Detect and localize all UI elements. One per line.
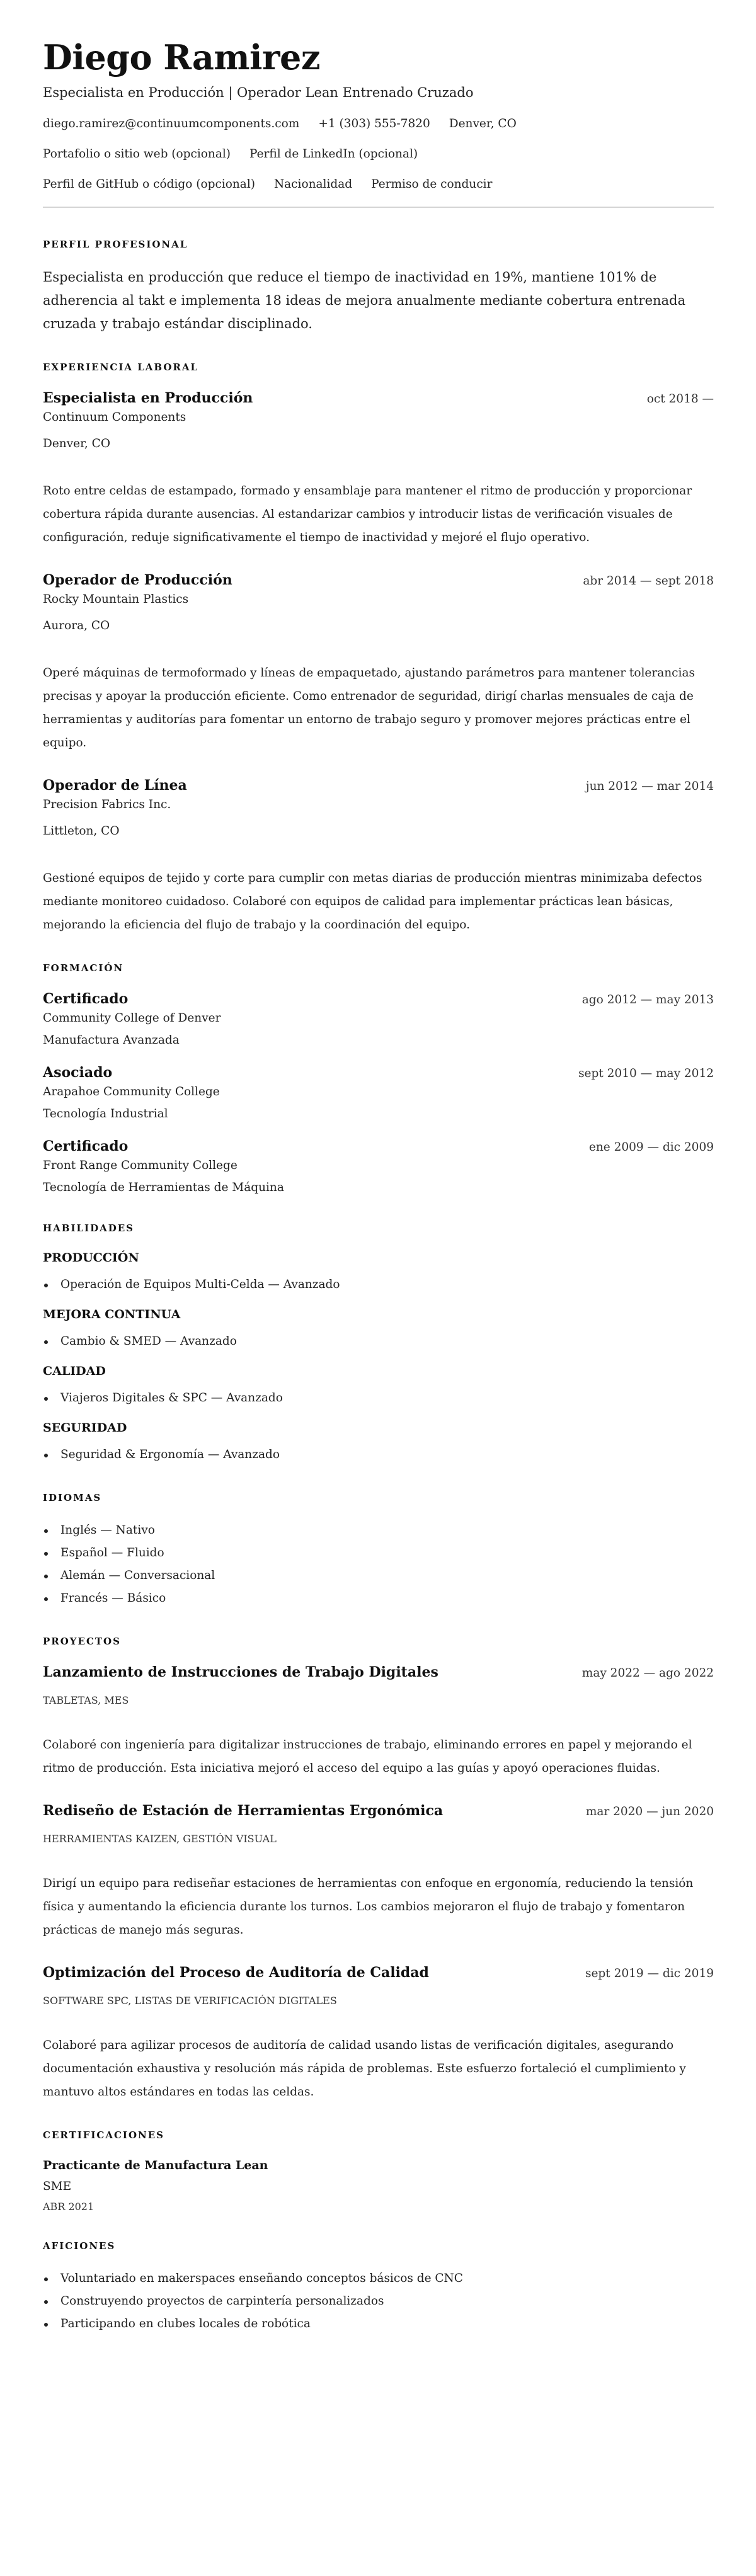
project-item (43, 1663, 714, 1780)
project-item-header (43, 1963, 714, 1982)
skill-category: CALIDAD (43, 1364, 106, 1378)
section-title-skills: HABILIDADES (43, 1222, 134, 1234)
section-experience (43, 361, 714, 937)
project-dates: may 2022 — ago 2022 (581, 1667, 714, 1680)
section-hobbies (43, 2240, 714, 2335)
experience-item (43, 571, 714, 755)
section-projects (43, 1635, 714, 2104)
education-item-header (43, 989, 714, 1008)
location-text: Denver, CO (449, 117, 517, 130)
section-title-languages: IDIOMAS (43, 1492, 102, 1503)
portfolio-link[interactable]: Portafolio o sitio web (opcional) (43, 147, 231, 161)
contact-row-links (43, 146, 714, 162)
school-name: Arapahoe Community College (43, 1085, 220, 1098)
education-item (43, 1137, 714, 1197)
school-name: Community College of Denver (43, 1012, 221, 1025)
skill-group (43, 1420, 714, 1466)
resume-header (43, 37, 714, 193)
job-dates: abr 2014 — sept 2018 (583, 574, 714, 588)
field-of-study: Manufactura Avanzada (43, 1034, 180, 1047)
section-education (43, 962, 714, 1197)
job-title: Operador de Producción (43, 572, 232, 588)
field-of-study: Tecnología Industrial (43, 1107, 168, 1120)
job-dates: jun 2012 — mar 2014 (585, 780, 714, 793)
nationality-text: Nacionalidad (273, 178, 353, 191)
skill-group (43, 1363, 714, 1410)
education-item (43, 1063, 714, 1123)
experience-item (43, 389, 714, 549)
section-skills (43, 1222, 714, 1466)
job-location: Aurora, CO (43, 619, 110, 632)
section-certifications (43, 2129, 714, 2214)
drivers-license-text: Permiso de conducir (371, 178, 493, 191)
project-name: Rediseño de Estación de Herramientas Ergonómica (43, 1803, 444, 1819)
contact-row-primary (43, 116, 714, 132)
candidate-headline: Especialista en Producción | Operador Lean Entrenado Cruzado (43, 85, 474, 100)
section-title-education: FORMACIÓN (43, 962, 124, 974)
section-title-projects: PROYECTOS (43, 1636, 121, 1647)
project-dates: sept 2019 — dic 2019 (585, 1967, 714, 1980)
certification-name: Practicante de Manufactura Lean (43, 2158, 268, 2172)
school-name: Front Range Community College (43, 1159, 238, 1172)
experience-item-header (43, 571, 714, 590)
hobby-item: Construyendo proyectos de carpintería personalizados (43, 2290, 714, 2313)
skill-list (43, 1330, 714, 1353)
skill-list (43, 1444, 714, 1466)
contact-row-extra (43, 176, 714, 193)
project-item-header (43, 1663, 714, 1682)
header-divider (43, 207, 714, 208)
job-dates: oct 2018 — (646, 392, 714, 406)
project-name: Lanzamiento de Instrucciones de Trabajo Digitales (43, 1664, 438, 1680)
education-dates: ago 2012 — may 2013 (581, 993, 714, 1006)
skill-item: Operación de Equipos Multi-Celda — Avanzado (43, 1274, 714, 1296)
certification-issuer: SME (43, 2180, 72, 2193)
degree-name: Certificado (43, 1138, 129, 1154)
project-name: Optimización del Proceso de Auditoría de Calidad (43, 1964, 429, 1981)
skill-list (43, 1274, 714, 1296)
summary-text: Especialista en producción que reduce el tiempo de inactividad en 19%, mantiene 101% de adherencia al takt e implementa 18 ideas de mejora anualmente mediante cobertura entrenada cruzada y trabajo estándar disciplinado. (43, 270, 686, 331)
skill-group (43, 1250, 714, 1296)
project-description: Colaboré para agilizar procesos de auditoría de calidad usando listas de verificación digitales, asegurando documentación exhaustiva y resolución más rápida de problemas. Este esfuerzo fortaleció el cumplimiento y mantuvo altos estándares en todas las celdas. (43, 2039, 686, 2099)
skill-group (43, 1306, 714, 1353)
job-description: Gestioné equipos de tejido y corte para cumplir con metas diarias de producción mientras minimizaba defectos mediante monitoreo cuidadoso. Colaboré con equipos de calidad para implementar prácticas lean básicas, mejorando la eficiencia del flujo de trabajo y la coordinación del equipo. (43, 872, 702, 932)
job-description: Roto entre celdas de estampado, formado y ensamblaje para mantener el ritmo de producción y proporcionar cobertura rápida durante ausencias. Al estandarizar cambios y introducir listas de verificación visuales de configuración, reduje significativamente el tiempo de inactividad y mejoré el flujo operativo. (43, 484, 692, 544)
job-location: Denver, CO (43, 437, 110, 450)
education-item-header (43, 1063, 714, 1082)
experience-item (43, 776, 714, 937)
experience-item-header (43, 776, 714, 795)
skill-item: Cambio & SMED — Avanzado (43, 1330, 714, 1353)
project-tech: HERRAMIENTAS KAIZEN, GESTIÓN VISUAL (43, 1833, 277, 1845)
hobby-item: Voluntariado en makerspaces enseñando conceptos básicos de CNC (43, 2267, 714, 2290)
project-tech: SOFTWARE SPC, LISTAS DE VERIFICACIÓN DIGITALES (43, 1995, 337, 2007)
skill-category: SEGURIDAD (43, 1421, 127, 1435)
language-item: Alemán — Conversacional (43, 1564, 714, 1587)
job-title: Especialista en Producción (43, 390, 253, 406)
company-name: Precision Fabrics Inc. (43, 798, 171, 811)
company-name: Continuum Components (43, 411, 186, 424)
section-title-experience: EXPERIENCIA LABORAL (43, 362, 199, 373)
degree-name: Asociado (43, 1064, 113, 1081)
education-dates: sept 2010 — may 2012 (578, 1067, 714, 1080)
job-title: Operador de Línea (43, 777, 187, 794)
project-item-header (43, 1801, 714, 1820)
section-summary (43, 238, 714, 336)
contact-info (43, 116, 714, 193)
language-item: Español — Fluido (43, 1542, 714, 1564)
linkedin-link[interactable]: Perfil de LinkedIn (opcional) (249, 147, 418, 161)
language-list (43, 1519, 714, 1610)
skill-item: Seguridad & Ergonomía — Avanzado (43, 1444, 714, 1466)
job-description: Operé máquinas de termoformado y líneas de empaquetado, ajustando parámetros para mantener tolerancias precisas y apoyar la producción eficiente. Como entrenador de seguridad, dirigí charlas mensuales de caja de herramientas y auditorías para fomentar un entorno de trabajo seguro y promover mejores prácticas entre el equipo. (43, 666, 695, 749)
skill-category: MEJORA CONTINUA (43, 1308, 181, 1321)
language-item: Francés — Básico (43, 1587, 714, 1610)
candidate-name: Diego Ramirez (43, 37, 321, 77)
degree-name: Certificado (43, 991, 129, 1007)
hobby-list (43, 2267, 714, 2335)
project-item (43, 1963, 714, 2104)
company-name: Rocky Mountain Plastics (43, 593, 189, 606)
github-link[interactable]: Perfil de GitHub o código (opcional) (43, 178, 255, 191)
project-description: Dirigí un equipo para rediseñar estaciones de herramientas con enfoque en ergonomía, reduciendo la tensión física y aumentando la eficiencia durante los turnos. Los cambios mejoraron el flujo de trabajo y fomentaron prácticas de manejo más seguras. (43, 1877, 694, 1937)
certification-date: ABR 2021 (43, 2201, 94, 2213)
section-title-summary: PERFIL PROFESIONAL (43, 239, 188, 250)
language-item: Inglés — Nativo (43, 1519, 714, 1542)
project-tech: TABLETAS, MES (43, 1694, 129, 1706)
project-description: Colaboré con ingeniería para digitalizar instrucciones de trabajo, eliminando errores en papel y mejorando el ritmo de producción. Esta iniciativa mejoró el acceso del equipo a las guías y apoyó operaciones fluidas. (43, 1738, 692, 1775)
job-location: Littleton, CO (43, 824, 120, 838)
project-dates: mar 2020 — jun 2020 (585, 1805, 714, 1818)
section-title-hobbies: AFICIONES (43, 2240, 116, 2252)
field-of-study: Tecnología de Herramientas de Máquina (43, 1181, 284, 1194)
experience-item-header (43, 389, 714, 407)
hobby-item: Participando en clubes locales de robótica (43, 2313, 714, 2335)
section-languages (43, 1491, 714, 1610)
email-link[interactable]: diego.ramirez@continuumcomponents.com (43, 117, 300, 130)
education-dates: ene 2009 — dic 2009 (588, 1141, 714, 1154)
phone-link[interactable]: +1 (303) 555-7820 (318, 117, 430, 130)
certification-item (43, 2157, 714, 2214)
education-item-header (43, 1137, 714, 1156)
education-item (43, 989, 714, 1049)
skill-category: PRODUCCIÓN (43, 1251, 139, 1265)
project-item (43, 1801, 714, 1942)
skill-item: Viajeros Digitales & SPC — Avanzado (43, 1387, 714, 1410)
skill-list (43, 1387, 714, 1410)
section-title-certifications: CERTIFICACIONES (43, 2129, 164, 2141)
